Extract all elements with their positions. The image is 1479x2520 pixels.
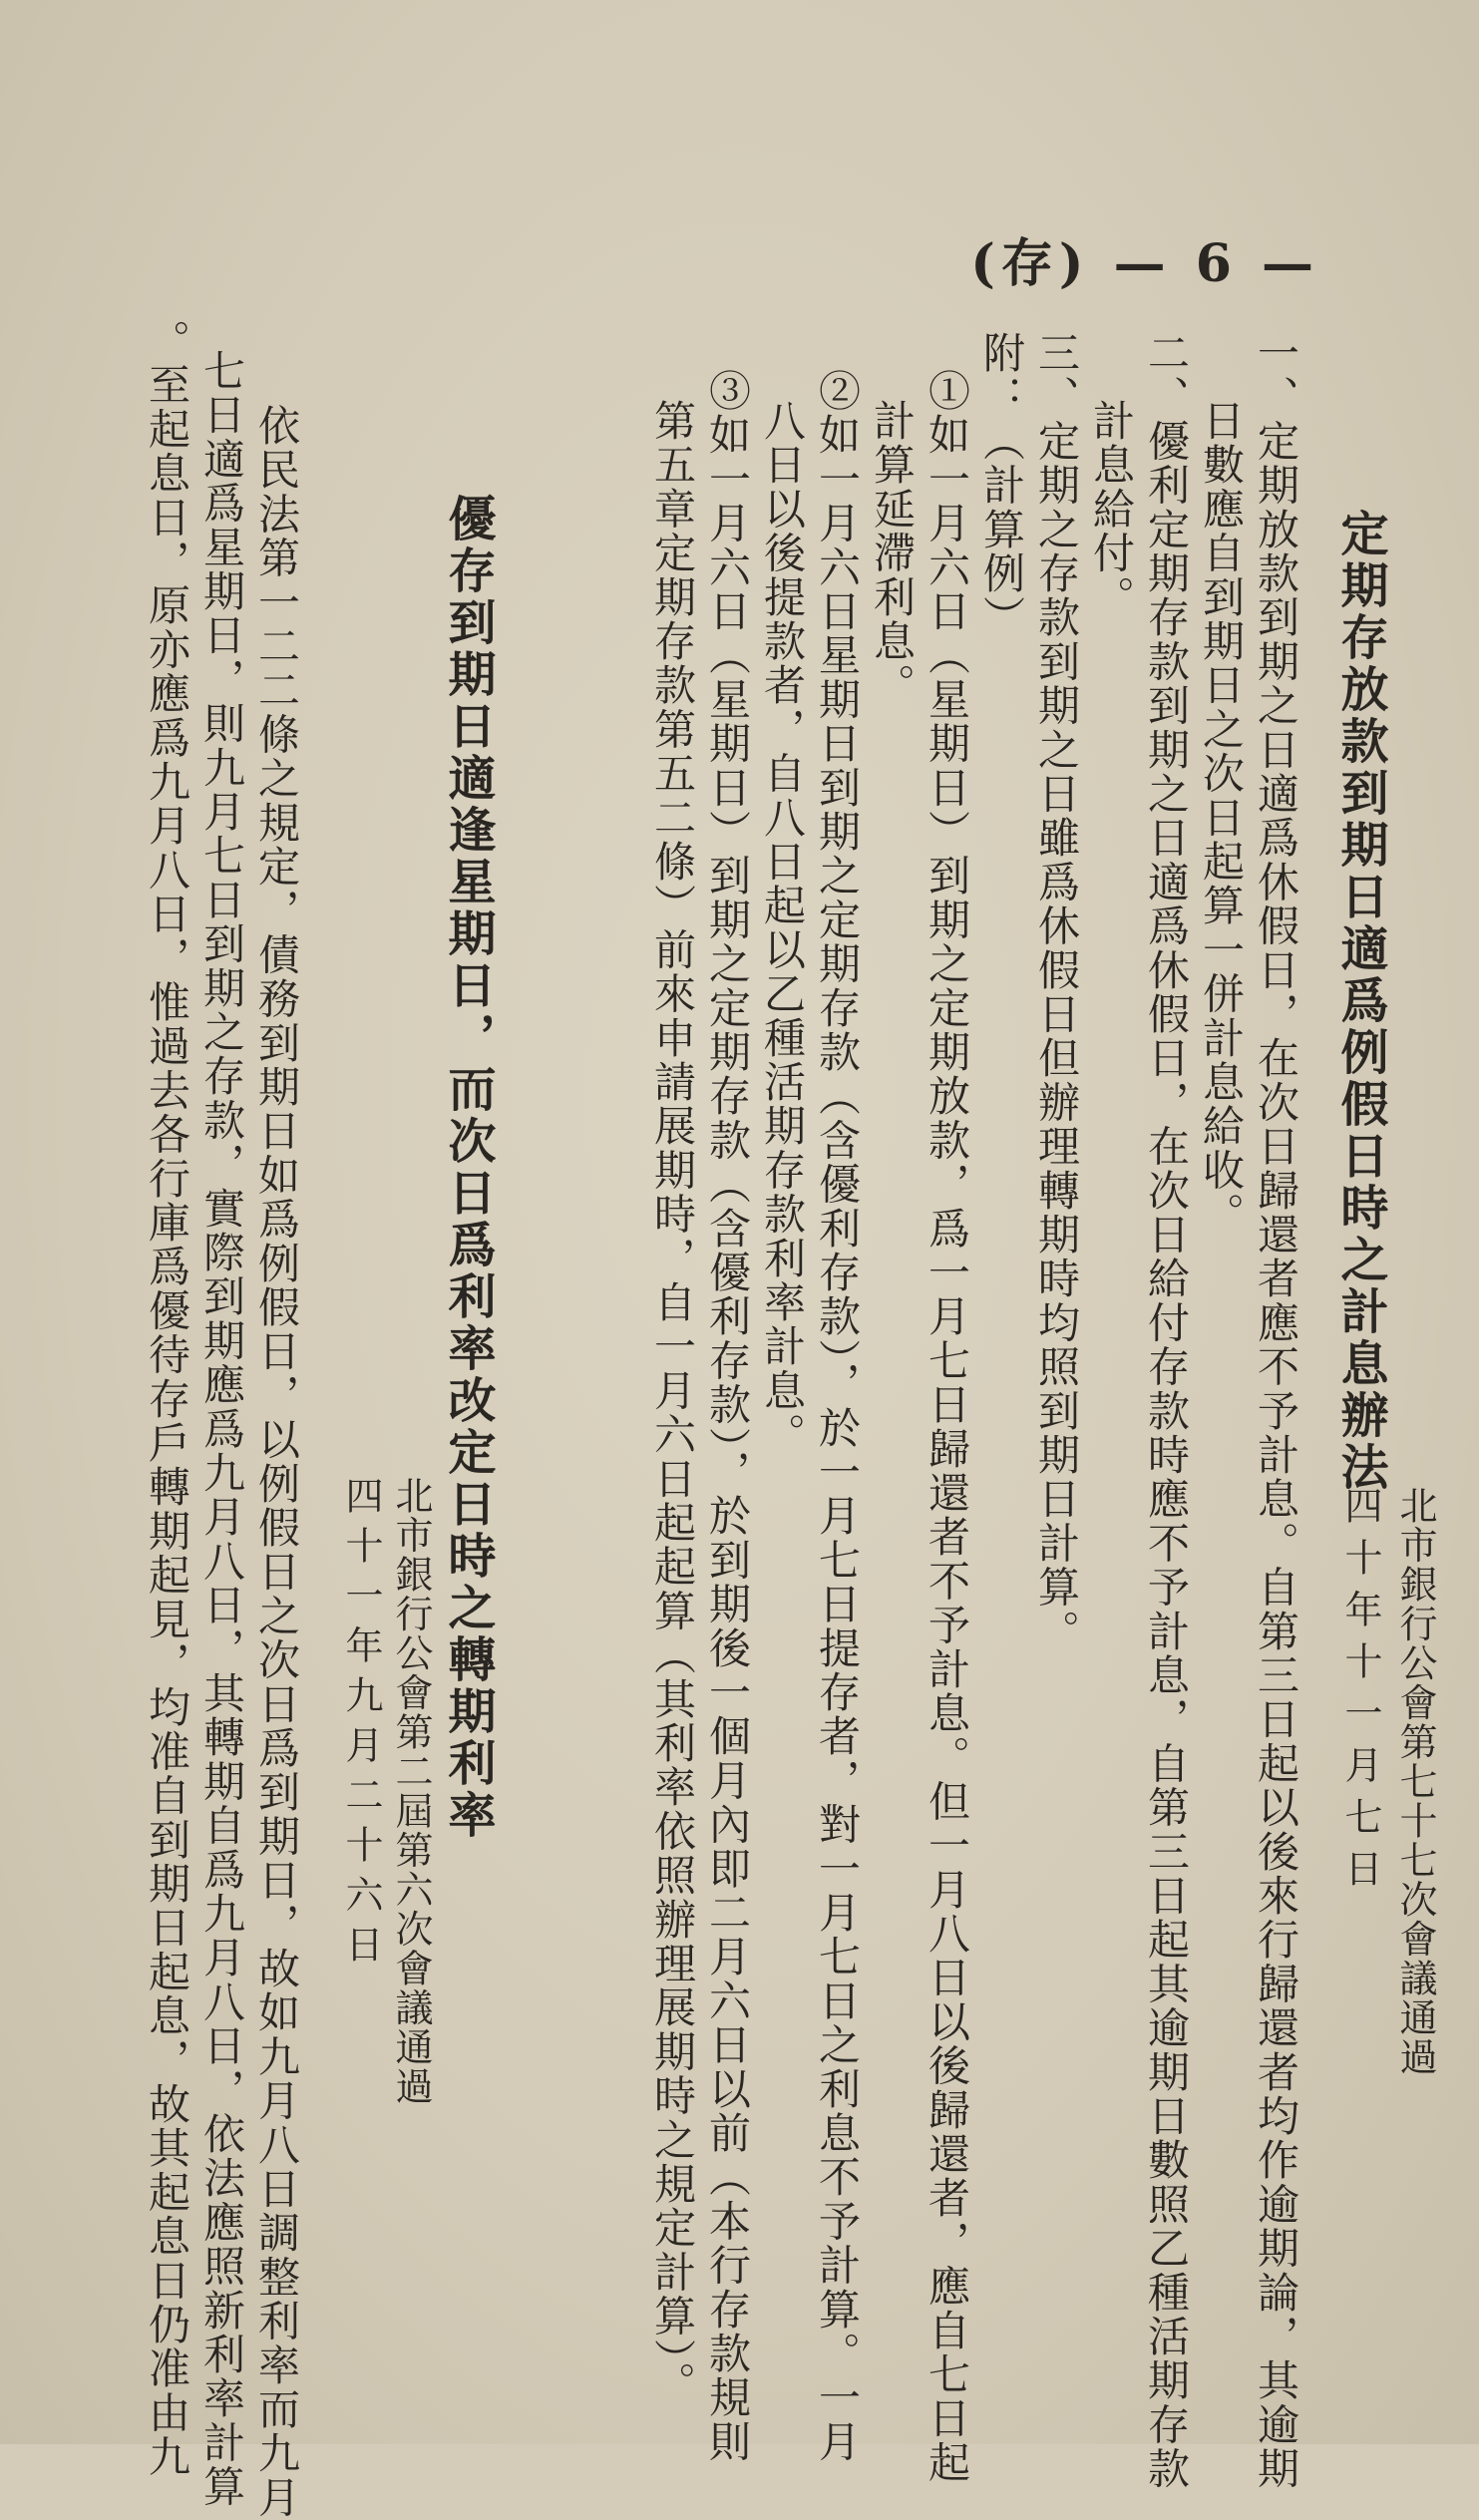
section2-title: 優存到期日適逢星期日，而次日爲利率改定日時之轉期利率 bbox=[440, 494, 496, 1842]
section1-line: ③如一月六日（星期日）到期之定期存款（含優利存款），於到期後一個月內即二月六日以前（本行存款規則 bbox=[703, 369, 752, 2464]
section1-line: ①如一月六日（星期日）到期之定期放款，爲一月七日歸還者不予計息。但一月八日以後歸還者，應自七日起 bbox=[923, 369, 971, 2485]
section1-line: 三、定期之存款到期之日雖爲休假日但辦理轉期時均照到期日計算。 bbox=[1032, 331, 1081, 1653]
section1-line: 附：（計算例） bbox=[977, 331, 1026, 640]
section1-line: 一、定期放款到期之日適爲休假日，在次日歸還者應不予計息。自第三日起以後來行歸還者均作逾期論，其逾期 bbox=[1252, 331, 1300, 2491]
section2-line: 七日適爲星期日，則九月七日到期之存款，實際到期應爲九月八日，其轉期自爲九月八日，依法應照新利率計算 bbox=[197, 349, 246, 2509]
page-header: (存) — 6 — bbox=[970, 233, 1319, 294]
section1-line: 計算延滯利息。 bbox=[868, 399, 917, 708]
section1-line: 第五章定期存款第五二條）前來申請展期時，自一月六日起起算（其利率依照辦理展期時之規定計算）。 bbox=[648, 399, 697, 2406]
section1-line: 計息給付。 bbox=[1087, 399, 1136, 619]
section2-date: 四十一年九月二十六日 bbox=[339, 1476, 383, 1975]
section1-line: 八日以後提款者，自八日起以乙種活期存款利率計息。 bbox=[758, 399, 807, 1457]
section1-line: ②如一月六日星期日到期之定期存款（含優利存款），於一月七日提存者，對一月七日之利息不予計算。一月 bbox=[813, 369, 862, 2464]
section1-date: 四十年十一月七日 bbox=[1338, 1486, 1382, 1901]
section1-source: 北市銀行公會第七十七次會議通過 bbox=[1393, 1486, 1437, 2077]
section1-line: 日數應自到期日之次日起算一併計息給收。 bbox=[1197, 399, 1246, 1237]
section1-title: 定期存放款到期日適爲例假日時之計息辦法 bbox=[1332, 509, 1388, 1494]
section1-line: 二、優利定期存款到期之日適爲休假日，在次日給付存款時應不予計息，自第三日起其逾期日數照乙種活期存款 bbox=[1142, 331, 1191, 2491]
section2-line: 依民法第一二二條之規定，債務到期日如爲例假日，以例假日之次日爲到期日，故如九月八日調整利率而九月 bbox=[252, 404, 301, 2520]
section2-line: 。至起息日，原亦應爲九月八日，惟過去各行庫爲優待存戶轉期起見，均准自到期日起息，故其起息日仍准由九 bbox=[143, 319, 191, 2479]
section2-source: 北市銀行公會第二屆第六次會議通過 bbox=[389, 1476, 433, 2106]
